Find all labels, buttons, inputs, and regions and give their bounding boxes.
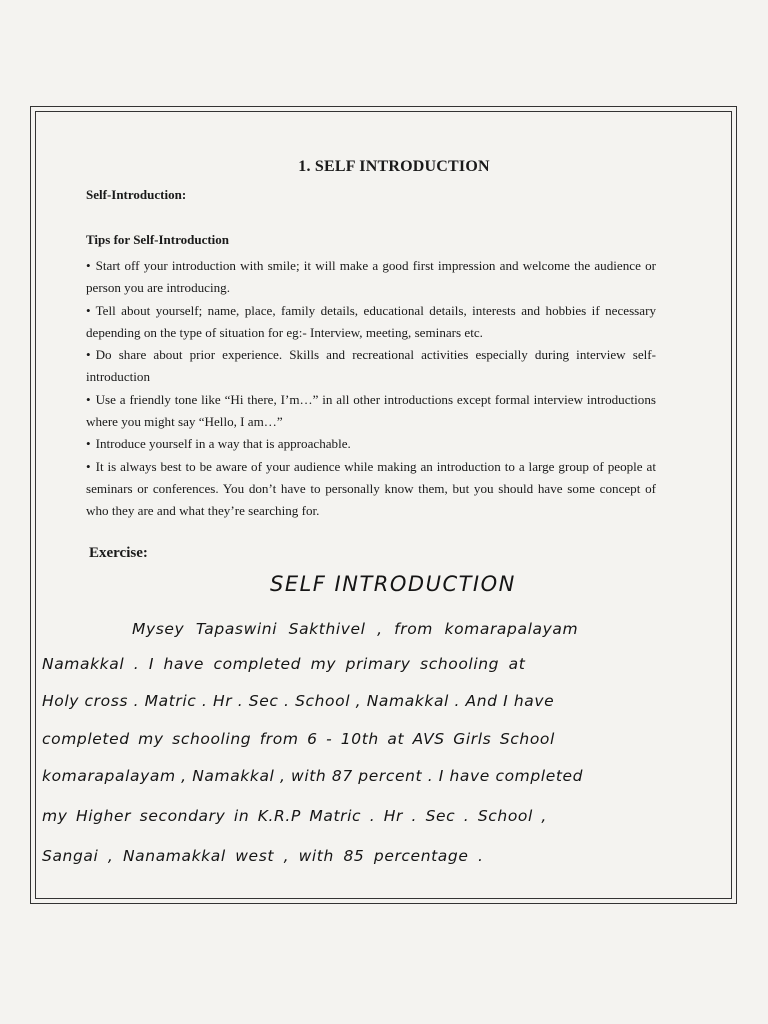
tip-item: • Introduce yourself in a way that is approachable. <box>86 433 656 455</box>
tip-item: • Start off your introduction with smile; it will make a good first impression and welcome the audience or person you are introducing. <box>86 255 656 300</box>
handwritten-line: Holy cross . Matric . Hr . Sec . School , Namakkal . And I have <box>42 692 555 710</box>
tips-list <box>86 255 656 523</box>
tips-heading: Tips for Self-Introduction <box>86 232 230 247</box>
handwritten-line: Mysey Tapaswini Sakthivel , from komarapalayam <box>132 620 579 638</box>
tip-item: • It is always best to be aware of your audience while making an introduction to a large group of people at seminars or conferences. You don’t have to personally know them, but you should have some concept of who they are and what they’re searching for. <box>86 456 656 523</box>
tip-item: • Tell about yourself; name, place, family details, educational details, interests and hobbies if necessary depending on the type of situation for eg:- Interview, meeting, seminars etc. <box>86 300 656 345</box>
handwritten-line: Namakkal . I have completed my primary schooling at <box>42 655 526 673</box>
handwritten-line: Sangai , Nanamakkal west , with 85 percentage . <box>42 847 484 865</box>
handwritten-line: my Higher secondary in K.R.P Matric . Hr . Sec . School , <box>42 807 547 825</box>
self-introduction-label: Self-Introduction: <box>86 187 187 202</box>
handwritten-line: completed my schooling from 6 - 10th at AVS Girls School <box>42 730 555 748</box>
handwritten-line: komarapalayam , Namakkal , with 87 percent . I have completed <box>42 767 584 785</box>
handwritten-title: SELF INTRODUCTION <box>270 572 516 596</box>
tip-item: • Do share about prior experience. Skills and recreational activities especially during interview self-introduction <box>86 344 656 389</box>
exercise-label: Exercise: <box>89 545 148 561</box>
page-title: 1. SELF INTRODUCTION <box>298 158 490 175</box>
tip-item: • Use a friendly tone like “Hi there, I’m…” in all other introductions except formal interview introductions where you might say “Hello, I am…” <box>86 389 656 434</box>
